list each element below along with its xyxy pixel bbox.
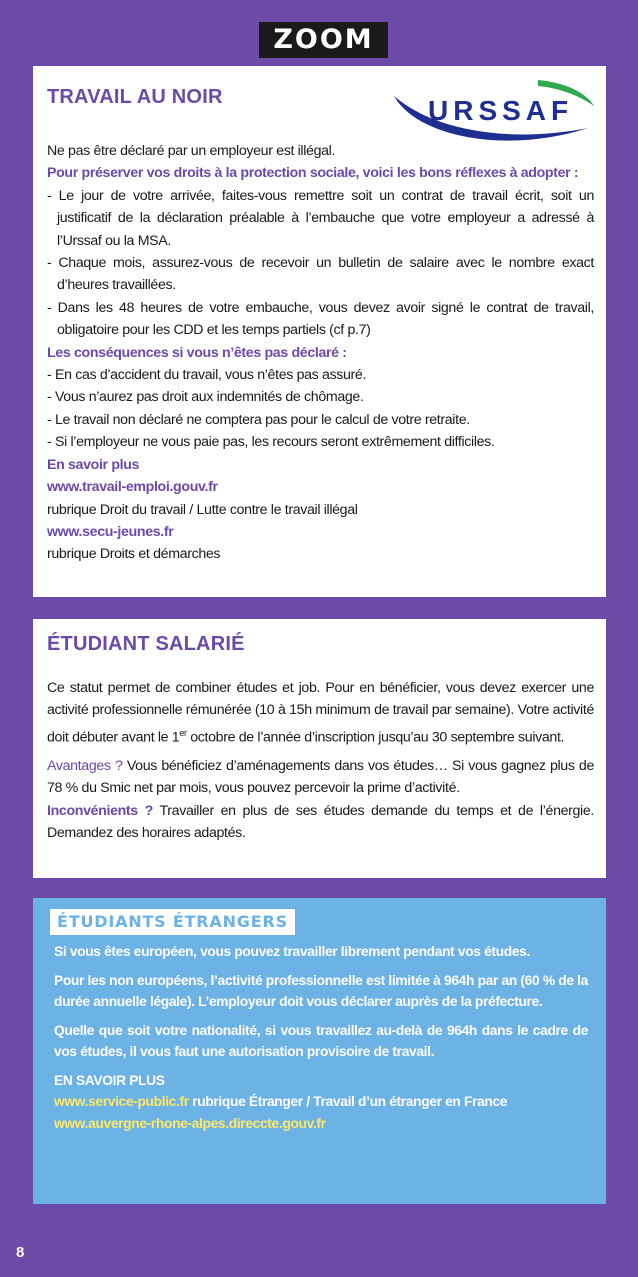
secu-jeunes-link[interactable]: www.secu-jeunes.fr	[47, 523, 174, 540]
urssaf-logo	[388, 76, 598, 148]
etrangers-more-heading: EN SAVOIR PLUS	[54, 1072, 165, 1088]
etudiant-status-paragraph	[47, 677, 594, 749]
direccte-link[interactable]: www.auvergne-rhone-alpes.direccte.gouv.fr	[54, 1115, 326, 1131]
service-public-desc: rubrique Étranger / Travail d’un étranger en France	[188, 1094, 508, 1109]
travail-au-noir-card	[33, 66, 606, 597]
service-public-link[interactable]: www.service-public.fr	[54, 1094, 189, 1109]
travail-intro: Ne pas être déclaré par un employeur est illégal.	[47, 143, 336, 159]
etrangers-body	[54, 941, 588, 1134]
consequence-item: - Vous n’aurez pas droit aux indemnités de chômage.	[47, 389, 364, 406]
travail-emploi-link-desc: rubrique Droit du travail / Lutte contre le travail illégal	[47, 501, 358, 518]
status-text-part1: Ce statut permet de combiner études et job. Pour en bénéficier, vous devez exercer une activité professionnelle rémunérée (10 à 15h minimum de travail par semaine). Votre activité doit débuter avant le 1	[47, 680, 594, 746]
avantages-paragraph	[47, 755, 594, 800]
consequence-item: - Le travail non déclaré ne comptera pas pour le calcul de votre retraite.	[47, 411, 470, 428]
advice-item: - Le jour de votre arrivée, faites-vous remettre soit un contrat de travail écrit, soit un justificatif de la déclaration préalable à l’embauche que votre employeur a adressé à l’Urssaf ou la MSA.	[47, 187, 594, 249]
etrangers-paragraph-2: Pour les non européens, l’activité professionnelle est limitée à 964h par an (60 % de la durée annuelle légale). L’employeur doit vous déclarer auprès de la préfecture.	[54, 972, 588, 1009]
consequence-item: - En cas d’accident du travail, vous n’êtes pas assuré.	[47, 367, 367, 384]
more-info-heading: En savoir plus	[47, 456, 140, 473]
etrangers-title: ÉTUDIANTS ÉTRANGERS	[50, 909, 295, 935]
advice-item: - Dans les 48 heures de votre embauche, vous devez avoir signé le contrat de travail, obligatoire pour les CDD et les temps partiels (cf p.7)	[47, 299, 594, 339]
inconvenients-text: Travailler en plus de ses études demande du temps et de l’énergie. Demandez des horaires adaptés.	[47, 802, 594, 842]
avantages-label: Avantages ?	[47, 757, 123, 774]
etudiant-body	[47, 677, 594, 845]
inconvenients-label: Inconvénients ?	[47, 802, 153, 819]
etudiants-etrangers-card	[33, 898, 606, 1204]
etudiant-title: ÉTUDIANT SALARIÉ	[47, 633, 245, 655]
etrangers-paragraph-1: Si vous êtes européen, vous pouvez travailler librement pendant vos études.	[54, 944, 530, 959]
advice-heading: Pour préserver vos droits à la protection sociale, voici les bons réflexes à adopter :	[47, 165, 579, 182]
travail-emploi-link[interactable]: www.travail-emploi.gouv.fr	[47, 479, 218, 496]
travail-title: TRAVAIL AU NOIR	[47, 86, 223, 108]
status-text-part2: octobre de l’année d’inscription jusqu’au 30 septembre suivant.	[186, 729, 565, 746]
advice-item: - Chaque mois, assurez-vous de recevoir un bulletin de salaire avec le nombre exact d’heures travaillées.	[47, 255, 594, 294]
consequence-item: - Si l’employeur ne vous paie pas, les recours seront extrêmement difficiles.	[47, 434, 495, 451]
avantages-text: Vous bénéficiez d’aménagements dans vos études… Si vous gagnez plus de 78 % du Smic net par mois, vous pouvez percevoir la prime d’activité.	[47, 757, 594, 797]
service-public-line	[54, 1091, 588, 1113]
etrangers-paragraph-3: Quelle que soit votre nationalité, si vous travaillez au-delà de 964h dans le cadre de vos études, il vous faut une autorisation provisoire de travail.	[54, 1022, 588, 1059]
secu-jeunes-link-desc: rubrique Droits et démarches	[47, 546, 221, 563]
ordinal-superscript: er	[179, 727, 187, 738]
consequences-heading: Les conséquences si vous n’êtes pas déclaré :	[47, 344, 347, 361]
zoom-header-tag: ZOOM	[259, 22, 388, 58]
inconvenients-paragraph	[47, 800, 594, 845]
page-number: 8	[16, 1244, 25, 1261]
urssaf-logo-text: URSSAF	[428, 95, 574, 126]
etudiant-salarie-card	[33, 619, 606, 878]
travail-body	[47, 140, 594, 566]
